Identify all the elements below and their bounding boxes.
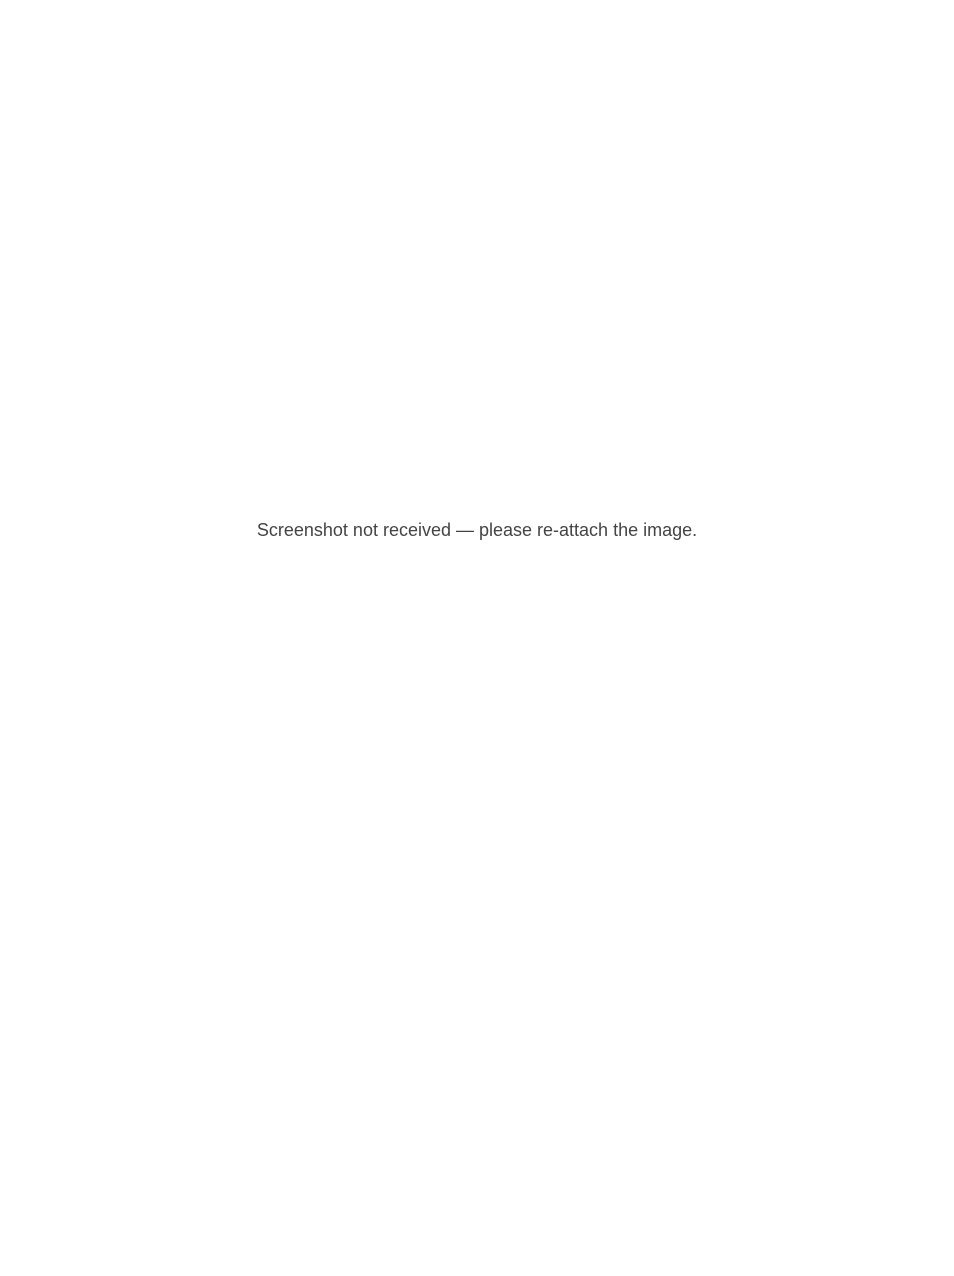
missing-image-notice: Screenshot not received — please re-attach the image. <box>256 520 698 540</box>
